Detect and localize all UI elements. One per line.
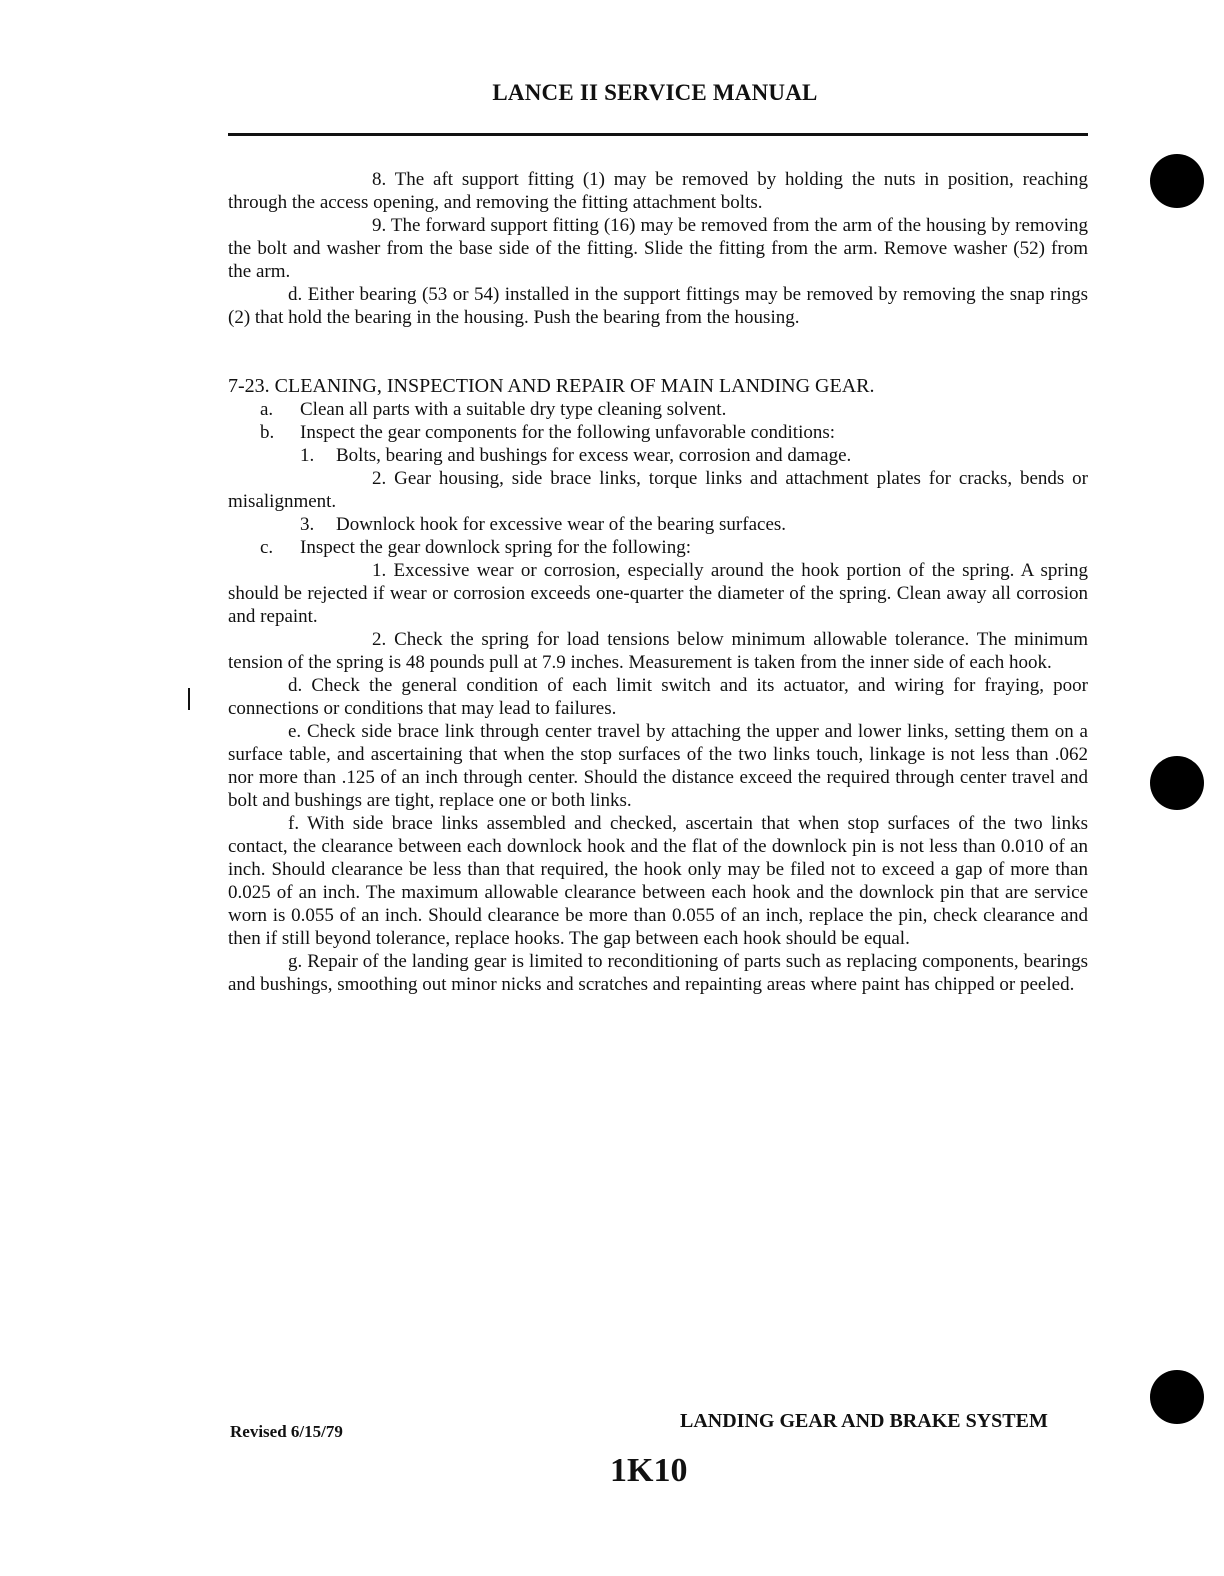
item-label: f. xyxy=(288,813,300,834)
punch-hole-top xyxy=(1150,154,1204,208)
item-a xyxy=(228,398,1088,421)
item-label: b. xyxy=(260,422,275,443)
paragraph-label: d. xyxy=(288,284,303,305)
section-heading: 7-23. CLEANING, INSPECTION AND REPAIR OF MAIN LANDING GEAR. xyxy=(228,375,875,397)
item-c-2 xyxy=(228,628,1088,674)
item-text: Check side brace link through center travel by attaching the upper and lower links, setting them on a surface table, and ascertaining that when the stop surfaces of the two links touch, linkage is not less than .062 nor more than .125 of an inch through center. Should the distance exceed the required through center travel and bolt and bushings are tight, replace one or both links. xyxy=(228,721,1088,811)
paragraph-9 xyxy=(228,214,1088,283)
punch-hole-middle xyxy=(1150,756,1204,810)
item-label: g. xyxy=(288,951,303,972)
item-text: Inspect the gear components for the following unfavorable conditions: xyxy=(300,422,836,443)
paragraph-text: The forward support fitting (16) may be removed from the arm of the housing by removing the bolt and washer from the base side of the fitting. Slide the fitting from the arm. Remove washer (52) from the arm. xyxy=(228,215,1088,282)
item-label: 3. xyxy=(300,514,315,535)
item-text: Downlock hook for excessive wear of the bearing surfaces. xyxy=(336,514,787,535)
item-c-1 xyxy=(228,559,1088,628)
page-number: 1K10 xyxy=(610,1452,688,1489)
paragraph-label: 8. xyxy=(372,169,387,190)
item-d xyxy=(228,674,1088,720)
item-b xyxy=(228,421,1088,444)
item-label: e. xyxy=(288,721,302,742)
paragraph-text: The aft support fitting (1) may be removed by holding the nuts in position, reaching through the access opening, and removing the fitting attachment bolts. xyxy=(228,169,1088,213)
change-bar xyxy=(188,688,190,710)
header-rule xyxy=(228,133,1088,136)
item-c xyxy=(228,536,1088,559)
item-g xyxy=(228,950,1088,996)
item-f xyxy=(228,812,1088,950)
item-text: Repair of the landing gear is limited to reconditioning of parts such as replacing components, bearings and bushings, smoothing out minor nicks and scratches and repainting areas where paint has chipped or peeled. xyxy=(228,951,1088,995)
item-text: Clean all parts with a suitable dry type cleaning solvent. xyxy=(300,399,727,420)
punch-hole-bottom xyxy=(1150,1370,1204,1424)
page-header: LANCE II SERVICE MANUAL xyxy=(492,80,818,105)
footer-revised-date: Revised 6/15/79 xyxy=(230,1422,343,1441)
item-b-2 xyxy=(228,467,1088,513)
item-text: With side brace links assembled and checked, ascertain that when stop surfaces of the two links contact, the clearance between each downlock hook and the flat of the downlock pin is not less than 0.010 of an inch. Should clearance be less than that required, the hook only may be filed not to exceed a gap of more than 0.025 of an inch. The maximum allowable clearance between each hook and the downlock pin that are service worn is 0.055 of an inch. Should clearance be more than 0.055 of an inch, replace the pin, check clearance and then if still beyond tolerance, replace hooks. The gap between each hook should be equal. xyxy=(228,813,1088,949)
item-label: 2. xyxy=(372,629,387,650)
paragraph-d-top xyxy=(228,283,1088,329)
item-label: d. xyxy=(288,675,303,696)
paragraph-text: Either bearing (53 or 54) installed in the support fittings may be removed by removing the snap rings (2) that hold the bearing in the housing. Push the bearing from the housing. xyxy=(228,284,1089,328)
item-label: 1. xyxy=(372,560,387,581)
paragraph-label: 9. xyxy=(372,215,387,236)
item-text: Bolts, bearing and bushings for excess wear, corrosion and damage. xyxy=(336,445,852,466)
paragraph-8 xyxy=(228,168,1088,214)
item-label: a. xyxy=(260,399,274,420)
item-label: 2. xyxy=(372,468,387,489)
item-label: c. xyxy=(260,537,274,558)
item-text: Excessive wear or corrosion, especially around the hook portion of the spring. A spring should be rejected if wear or corrosion exceeds one-quarter the diameter of the spring. Clean away all corrosion and repaint. xyxy=(228,560,1088,627)
item-label: 1. xyxy=(300,445,315,466)
item-e xyxy=(228,720,1088,812)
item-text: Gear housing, side brace links, torque links and attachment plates for cracks, bends or misalignment. xyxy=(228,468,1088,512)
item-text: Check the general condition of each limit switch and its actuator, and wiring for fraying, poor connections or conditions that may lead to failures. xyxy=(228,675,1088,719)
item-text: Inspect the gear downlock spring for the following: xyxy=(300,537,691,558)
body-text xyxy=(228,168,1088,996)
item-b-1 xyxy=(228,444,1088,467)
item-text: Check the spring for load tensions below minimum allowable tolerance. The minimum tension of the spring is 48 pounds pull at 7.9 inches. Measurement is taken from the inner side of each hook. xyxy=(228,629,1088,673)
item-b-3 xyxy=(228,513,1088,536)
footer-section-title: LANDING GEAR AND BRAKE SYSTEM xyxy=(680,1410,1048,1432)
